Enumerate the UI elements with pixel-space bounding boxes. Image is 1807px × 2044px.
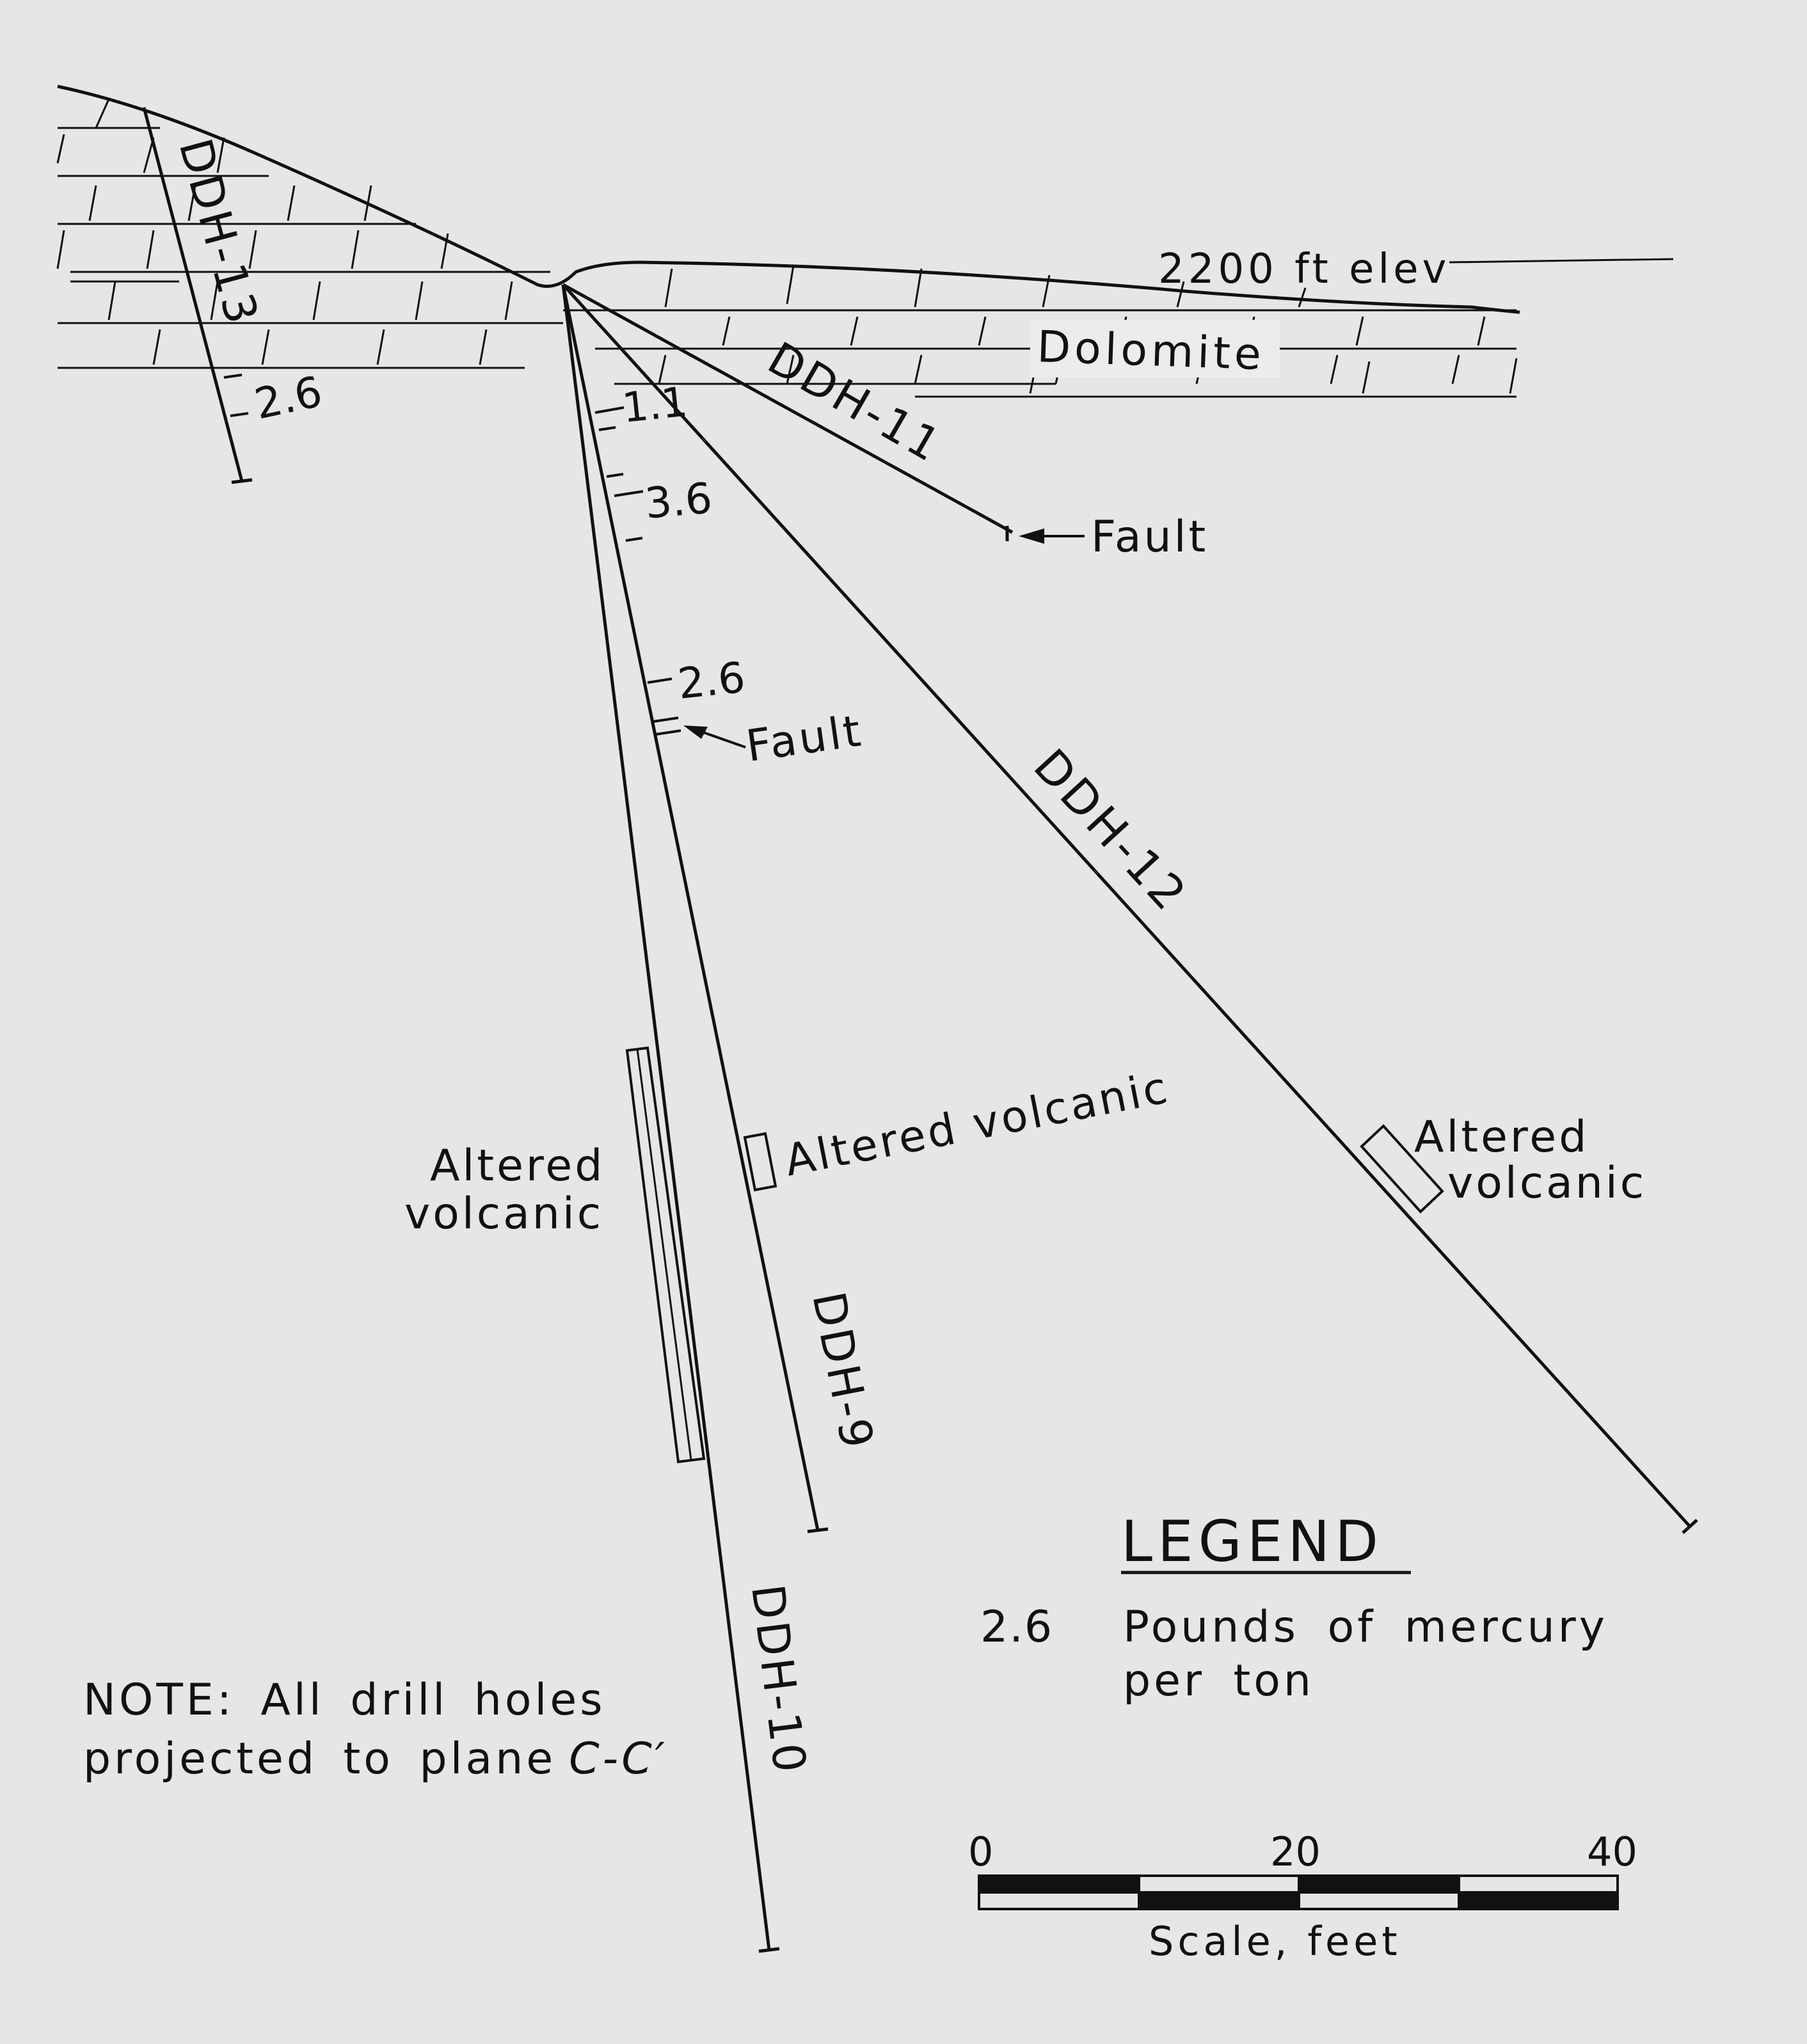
scale-tick-0: 0 — [968, 1828, 994, 1875]
note-line1: NOTE: All drill holes — [83, 1675, 606, 1725]
note-line2-prefix: projected to plane — [83, 1734, 557, 1784]
fault-upper-arrowhead — [1019, 528, 1044, 544]
assay-2-6: 2.6 — [675, 653, 748, 709]
legend-key-value: 2.6 — [980, 1602, 1054, 1652]
fault-lower-label: Fault — [743, 706, 866, 772]
ddh9-label: DDH-9 — [802, 1287, 884, 1455]
scale-tick-20: 20 — [1270, 1828, 1321, 1875]
drill-hole-ddh12 — [563, 285, 1697, 1533]
altered-left-line2: volcanic — [404, 1189, 604, 1239]
altered-zone-ddh9 — [745, 1134, 776, 1190]
elevation-leader-line — [1449, 259, 1673, 262]
scale-tick-40: 40 — [1587, 1828, 1637, 1875]
dolomite-label: Dolomite — [1036, 322, 1266, 381]
elevation-label: 2200 ft elev — [1158, 246, 1451, 293]
fault-upper-label: Fault — [1091, 512, 1209, 562]
note-plane-name: C-C′ — [569, 1734, 669, 1784]
ddh10-label: DDH-10 — [741, 1581, 816, 1778]
assay-3-6: 3.6 — [642, 473, 714, 528]
scale-bar — [979, 1876, 1618, 1909]
legend-title: LEGEND — [1121, 1509, 1384, 1574]
dolomite-hatch-left — [58, 99, 563, 368]
fault-lower-arrowhead — [683, 725, 708, 739]
legend-description-line1: Pounds of mercury — [1123, 1602, 1608, 1652]
legend-description-line2: per ton — [1123, 1656, 1314, 1706]
ddh13-label: DDH-13 — [168, 133, 269, 332]
altered-mid-label: Altered volcanic — [781, 1062, 1174, 1187]
altered-right-line1: Altered — [1414, 1112, 1589, 1162]
note-line2 — [83, 1734, 668, 1784]
altered-right-line2: volcanic — [1447, 1158, 1647, 1208]
altered-left-line1: Altered — [430, 1141, 605, 1191]
ddh11-label: DDH-11 — [759, 331, 951, 473]
ddh12-label: DDH-12 — [1023, 738, 1198, 923]
scale-caption: Scale, feet — [1149, 1918, 1401, 1965]
assay-1-1: 1.1 — [619, 378, 690, 432]
ddh13-assay-value: 2.6 — [250, 367, 327, 429]
